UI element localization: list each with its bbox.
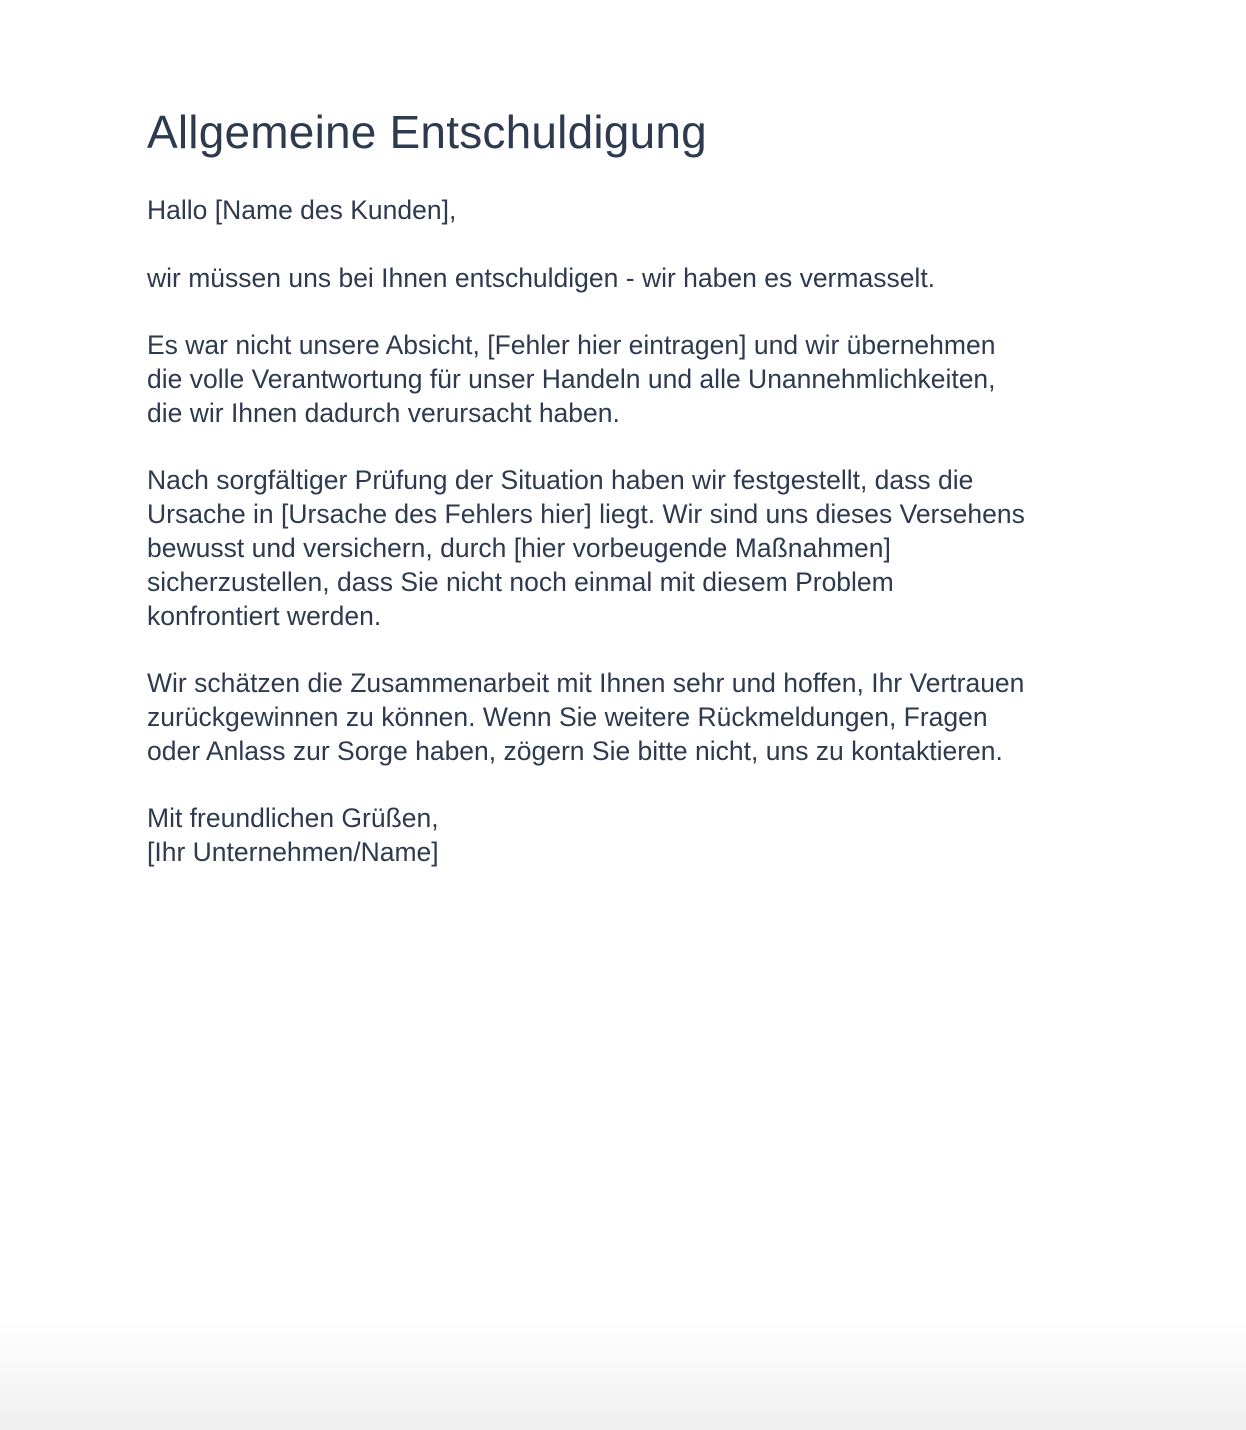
paragraph-line: wir müssen uns bei Ihnen entschuldigen - wir haben es vermasselt.	[147, 262, 936, 293]
closing-salutation: Mit freundlichen Grüßen,	[147, 803, 439, 834]
paragraph-line: Es war nicht unsere Absicht, [Fehler hier eintragen] und wir übernehmen	[147, 330, 996, 361]
paragraph-line: die volle Verantwortung für unser Handeln und alle Unannehmlichkeiten,	[147, 363, 996, 394]
paragraph-line: konfrontiert werden.	[147, 600, 382, 631]
paragraph-line: sicherzustellen, dass Sie nicht noch einmal mit diesem Problem	[147, 566, 894, 597]
paragraph-line: bewusst und versichern, durch [hier vorbeugende Maßnahmen]	[147, 532, 891, 563]
paragraph-line: zurückgewinnen zu können. Wenn Sie weitere Rückmeldungen, Fragen	[147, 701, 988, 732]
greeting	[147, 194, 1107, 228]
closing	[147, 802, 1107, 870]
paragraph-line: Wir schätzen die Zusammenarbeit mit Ihnen sehr und hoffen, Ihr Vertrauen	[147, 668, 1025, 699]
paragraph-line: oder Anlass zur Sorge haben, zögern Sie bitte nicht, uns zu kontaktieren.	[147, 735, 1003, 766]
paragraph-line: Nach sorgfältiger Prüfung der Situation haben wir festgestellt, dass die	[147, 465, 974, 496]
greeting-line: Hallo [Name des Kunden],	[147, 195, 457, 225]
paragraph-responsibility	[147, 329, 1107, 430]
paragraph-trust	[147, 667, 1107, 768]
document-title: Allgemeine Entschuldigung	[147, 106, 707, 158]
paragraph-cause	[147, 464, 1107, 633]
document-page	[147, 100, 1107, 870]
closing-signature: [Ihr Unternehmen/Name]	[147, 837, 439, 868]
paragraph-apology	[147, 262, 1107, 296]
bottom-shadow	[0, 1320, 1246, 1430]
paragraph-line: die wir Ihnen dadurch verursacht haben.	[147, 397, 620, 428]
paragraph-line: Ursache in [Ursache des Fehlers hier] liegt. Wir sind uns dieses Versehens	[147, 499, 1025, 530]
letter-body	[147, 194, 1107, 870]
